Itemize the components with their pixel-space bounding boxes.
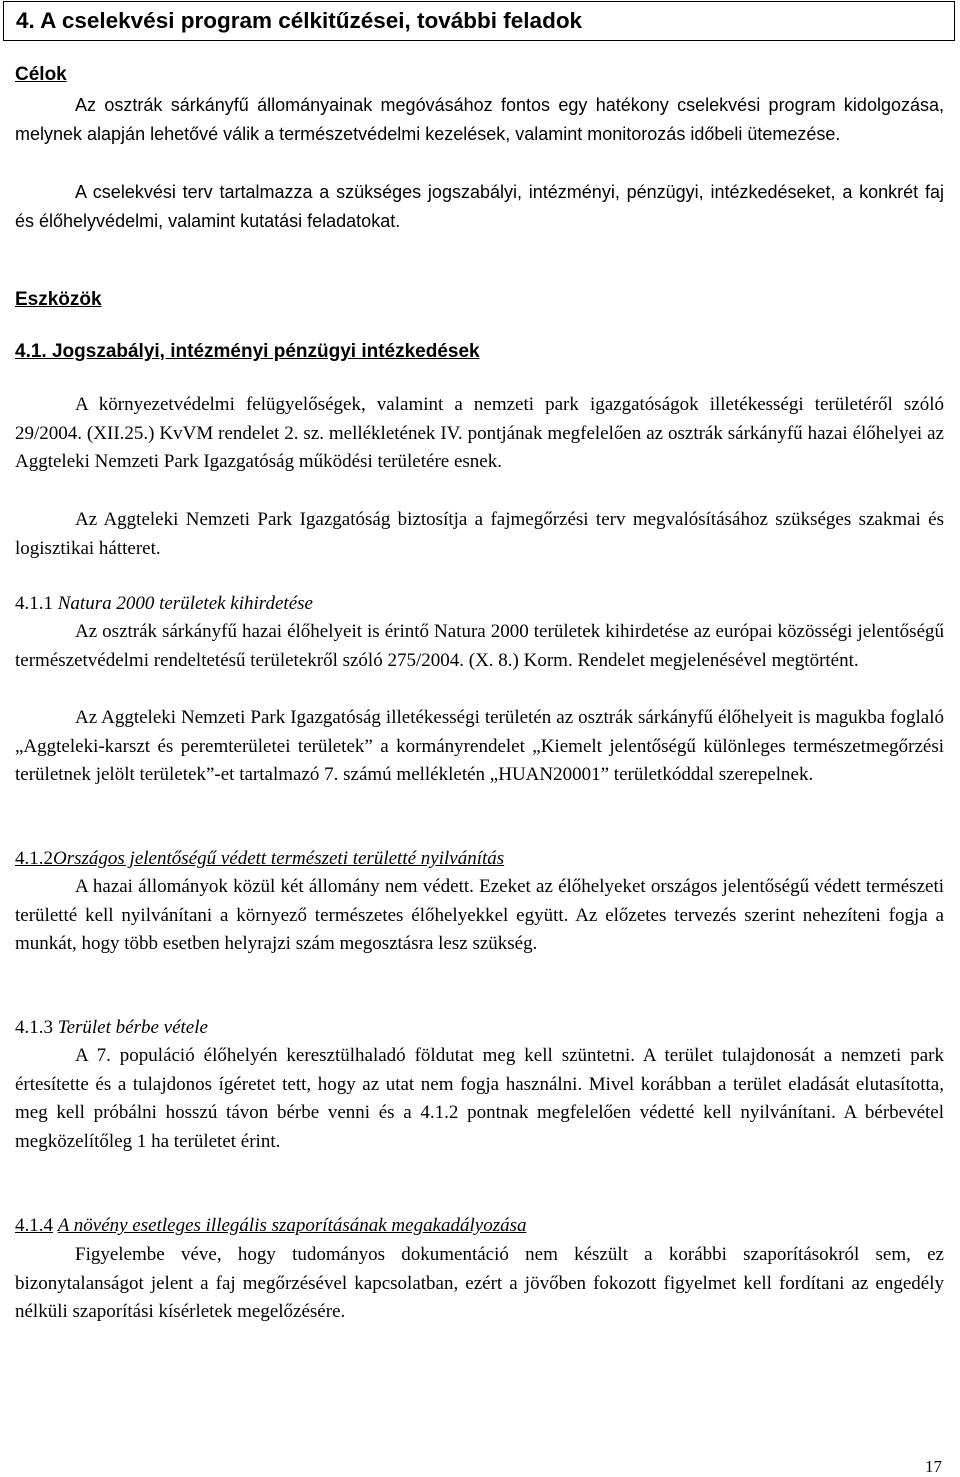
section-4-1-1-paragraph-2: Az Aggteleki Nemzeti Park Igazgatóság illetékességi területén az osztrák sárkányfű élőhelyeit is magukba foglaló „Aggteleki-karszt és peremterületei területek” a kormányrendelet „Kiemelt jelentőségű különleges természetmegőrzési területnek jelölt területek”-et tartalmazó 7. számú mellékletén „HUAN20001” területkóddal szerepelnek. [15,707,944,786]
eszkozok-heading: Eszközök [15,289,102,310]
section-4-1-1-paragraph-1: Az osztrák sárkányfű hazai élőhelyeit is érintő Natura 2000 területek kihirdetése az európai közösségi jelentőségű természetvédelmi rendeltetésű területekről szóló 275/2004. (X. 8.) Korm. Rendelet megjelenésével megtörtént. [15,621,944,671]
section-4-1-paragraph-2: Az Aggteleki Nemzeti Park Igazgatóság biztosítja a fajmegőrzési terv megvalósításához szükséges szakmai és logisztikai hátteret. [15,509,944,559]
section-4-1-2-paragraph-1: A hazai állományok közül két állomány nem védett. Ezeket az élőhelyeket országos jelentőségű védett természeti területté kell nyilvánítani a környező természetes élőhelyekkel együtt. Az előzetes tervezés szerint nehezíteni fogja a munkát, hogy több esetben helyrajzi szám megosztásra lesz szükség. [15,876,944,955]
section-4-1-3-heading [15,1014,208,1042]
celok-paragraph-2: A cselekvési terv tartalmazza a szükséges jogszabályi, intézményi, pénzügyi, intézkedéseket, a konkrét faj és élőhelyvédelmi, valamint kutatási feladatokat. [15,182,944,231]
section-title: Natura 2000 területek kihirdetése [57,593,313,614]
celok-heading: Célok [15,64,67,85]
section-number: 4.1.4 [15,1215,53,1236]
page-title: 4. A cselekvési program célkitűzései, további feladok [3,1,955,41]
section-title: Terület bérbe vétele [57,1017,208,1038]
section-number: 4.1.2 [15,848,53,869]
section-title: Országos jelentőségű védett természeti területté nyilvánítás [53,848,505,869]
section-title: A növény esetleges illegális szaporításának megakadályozása [57,1215,527,1236]
section-4-1-paragraph-1: A környezetvédelmi felügyelőségek, valamint a nemzeti park igazgatóságok illetékességi területéről szóló 29/2004. (XII.25.) KvVM rendelet 2. sz. mellékletének IV. pontjának megfelelően az osztrák sárkányfű hazai élőhelyei az Aggteleki Nemzeti Park Igazgatóság működési területére esnek. [15,394,944,473]
section-4-1-4-heading [15,1212,527,1240]
page-number: 17 [925,1457,942,1476]
section-number: 4.1.1 [15,593,53,614]
section-4-1-heading: 4.1. Jogszabályi, intézményi pénzügyi intézkedések [15,341,480,362]
section-4-1-2-heading [15,845,504,873]
section-4-1-3-paragraph-1: A 7. populáció élőhelyén keresztülhaladó földutat meg kell szüntetni. A terület tulajdonosát a nemzeti park értesítette és a tulajdonos ígéretet tett, hogy az utat nem fogja használni. Mivel korábban a terület eladását elutasította, meg kell próbálni hosszú távon bérbe venni és a 4.1.2 pontnak megfelelően védetté kell nyilvánítani. A bérbevétel megközelítőleg 1 ha területet érint. [15,1045,944,1153]
section-number: 4.1.3 [15,1017,53,1038]
celok-paragraph-1: Az osztrák sárkányfű állományainak megóvásához fontos egy hatékony cselekvési program kidolgozása, melynek alapján lehetővé válik a természetvédelmi kezelések, valamint monitorozás időbeli ütemezése. [15,95,944,144]
section-4-1-1-heading [15,590,313,618]
section-4-1-4-paragraph-1: Figyelembe véve, hogy tudományos dokumentáció nem készült a korábbi szaporításokról sem, ez bizonytalanságot jelent a faj megőrzésével kapcsolatban, ezért a jövőben fokozott figyelmet kell fordítani az engedély nélküli szaporítási kísérletek megelőzésére. [15,1244,944,1323]
